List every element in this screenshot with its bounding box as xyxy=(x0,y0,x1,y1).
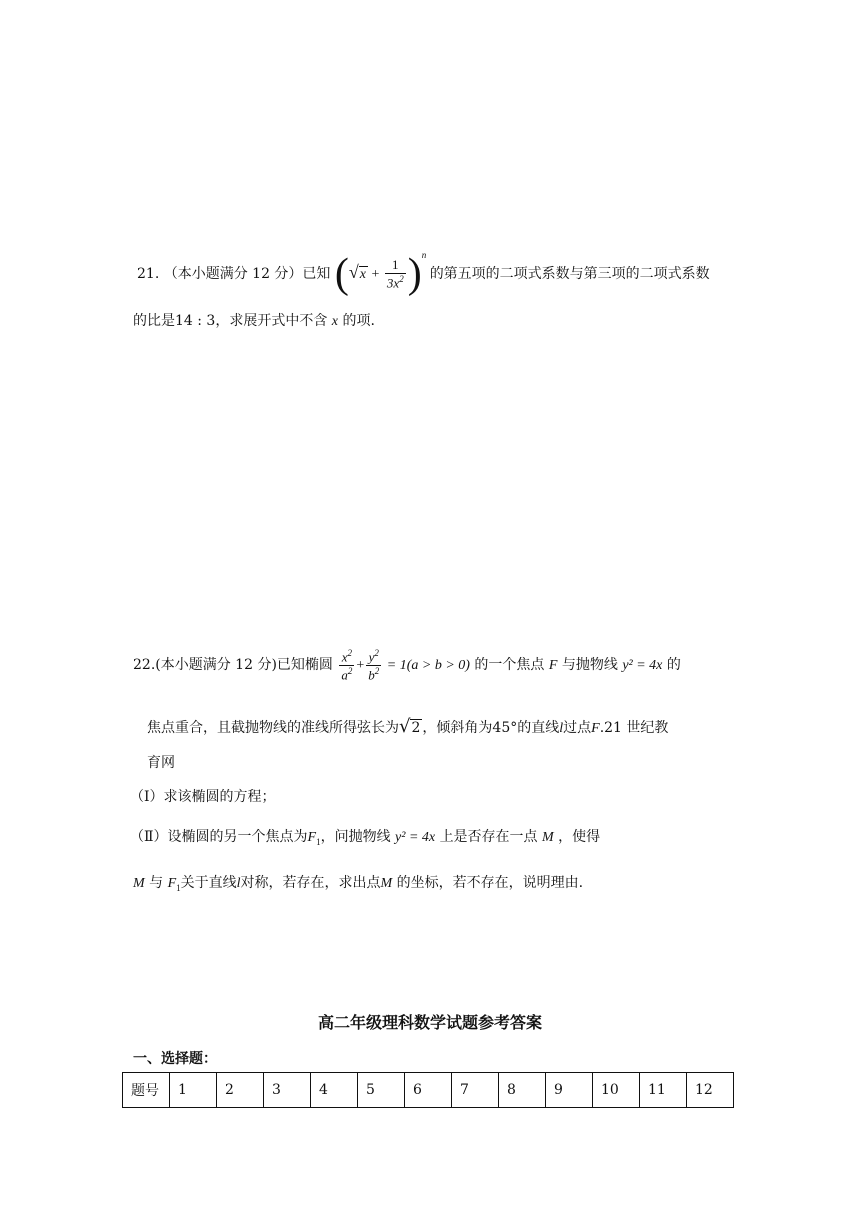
table-header-cell: 题号 xyxy=(123,1073,170,1108)
q21-text-c: 的项. xyxy=(342,313,375,329)
q21-number: 21. xyxy=(137,266,160,283)
q22-point-M-3: M xyxy=(380,876,393,891)
q22-line5-c: 对称，若存在，求出点 xyxy=(240,875,381,891)
table-cell: 7 xyxy=(452,1073,499,1108)
table-cell: 12 xyxy=(687,1073,734,1108)
table-cell: 10 xyxy=(593,1073,640,1108)
q22-part2-c: 上是否存在一点 xyxy=(439,829,538,845)
q21-text-b: ，求展开式中不含 xyxy=(215,313,328,329)
table-cell: 6 xyxy=(405,1073,452,1108)
q22-parabola-2: y² = 4x xyxy=(395,830,436,845)
sqrt-sign: √ xyxy=(399,716,411,737)
table-cell: 9 xyxy=(546,1073,593,1108)
q22-line5 xyxy=(133,876,583,893)
q22-lead: (本小题满分 12 分)已知椭圆 xyxy=(155,656,333,673)
q21-lead: （本小题满分 12 分）已知 xyxy=(163,266,331,283)
q22-text-a: 的一个焦点 xyxy=(474,656,545,673)
q22-angle: 45° xyxy=(492,720,518,736)
table-cell: 2 xyxy=(217,1073,264,1108)
q22-line2-d: 过点 xyxy=(563,720,592,736)
table-cell: 5 xyxy=(358,1073,405,1108)
q22-part2-a: （Ⅱ）设椭圆的另一个焦点为 xyxy=(130,829,308,845)
q22-text-b: 与抛物线 xyxy=(561,656,618,673)
q21-binomial-expression: (√x + $\frac{1}{3x^2}$ )$^n$ xyxy=(334,250,427,297)
q22-part2 xyxy=(130,830,600,847)
q22-number: 22. xyxy=(133,656,156,673)
q22-line2-c: 的直线 xyxy=(517,720,560,736)
q22-line2-a: 焦点重合，且截抛物线的准线所得弦长为 xyxy=(147,720,399,736)
table-cell: 8 xyxy=(499,1073,546,1108)
q21-variable: x xyxy=(331,314,339,329)
table-cell: 4 xyxy=(311,1073,358,1108)
q22-line-l-2: l xyxy=(236,876,241,891)
q22-part2-b: ，问抛物线 xyxy=(320,829,391,845)
answer-table xyxy=(122,1072,734,1108)
q22-condition: = 1(a > b > 0) xyxy=(386,657,470,673)
q21-text-a: 的比是 xyxy=(133,313,175,329)
q22-line1 xyxy=(133,648,681,684)
q22-focus-F: F xyxy=(548,657,558,673)
table-cell: 11 xyxy=(640,1073,687,1108)
q22-ellipse-equation: $\frac{x^2}{a^2}$ + $\frac{y^2}{b^2}$ xyxy=(341,648,380,683)
table-row xyxy=(123,1073,734,1108)
answer-key-title: 高二年级理科数学试题参考答案 xyxy=(317,1013,542,1032)
q22-point-M: M xyxy=(542,830,554,845)
table-cell: 1 xyxy=(170,1073,217,1108)
q22-line3: 育网 xyxy=(147,755,175,771)
q22-F1: $F_1$ xyxy=(307,830,321,847)
q21-ratio: 14 : 3 xyxy=(175,313,216,329)
q22-text-c: 的 xyxy=(666,656,681,673)
q22-point-M-2: M xyxy=(133,876,145,891)
q22-line5-d: 的坐标，若不存在，说明理由. xyxy=(396,875,584,891)
q22-line2-e: .21 世纪教 xyxy=(599,720,669,736)
section-multiple-choice: 一、选择题： xyxy=(133,1051,217,1067)
q22-part2-d: ，使得 xyxy=(558,829,601,845)
q21-line2 xyxy=(133,314,375,329)
q22-parabola: y² = 4x xyxy=(622,657,663,673)
q22-part1: （Ⅰ）求该椭圆的方程； xyxy=(130,789,276,805)
q22-sqrt2: 2 xyxy=(411,720,421,736)
table-cell: 3 xyxy=(264,1073,311,1108)
q21-line1 xyxy=(137,250,710,297)
q22-line5-a: 与 xyxy=(149,875,164,891)
q22-F1-2: $F_1$ xyxy=(167,876,181,893)
q21-after-expression: 的第五项的二项式系数与第三项的二项式系数 xyxy=(429,266,710,283)
q22-line2 xyxy=(147,718,668,736)
q22-line5-b: 关于直线 xyxy=(180,875,237,891)
q22-line-l: l xyxy=(559,721,564,736)
q22-line2-b: ，倾斜角为 xyxy=(422,720,493,736)
q22-focus-F-2: F xyxy=(591,721,600,736)
